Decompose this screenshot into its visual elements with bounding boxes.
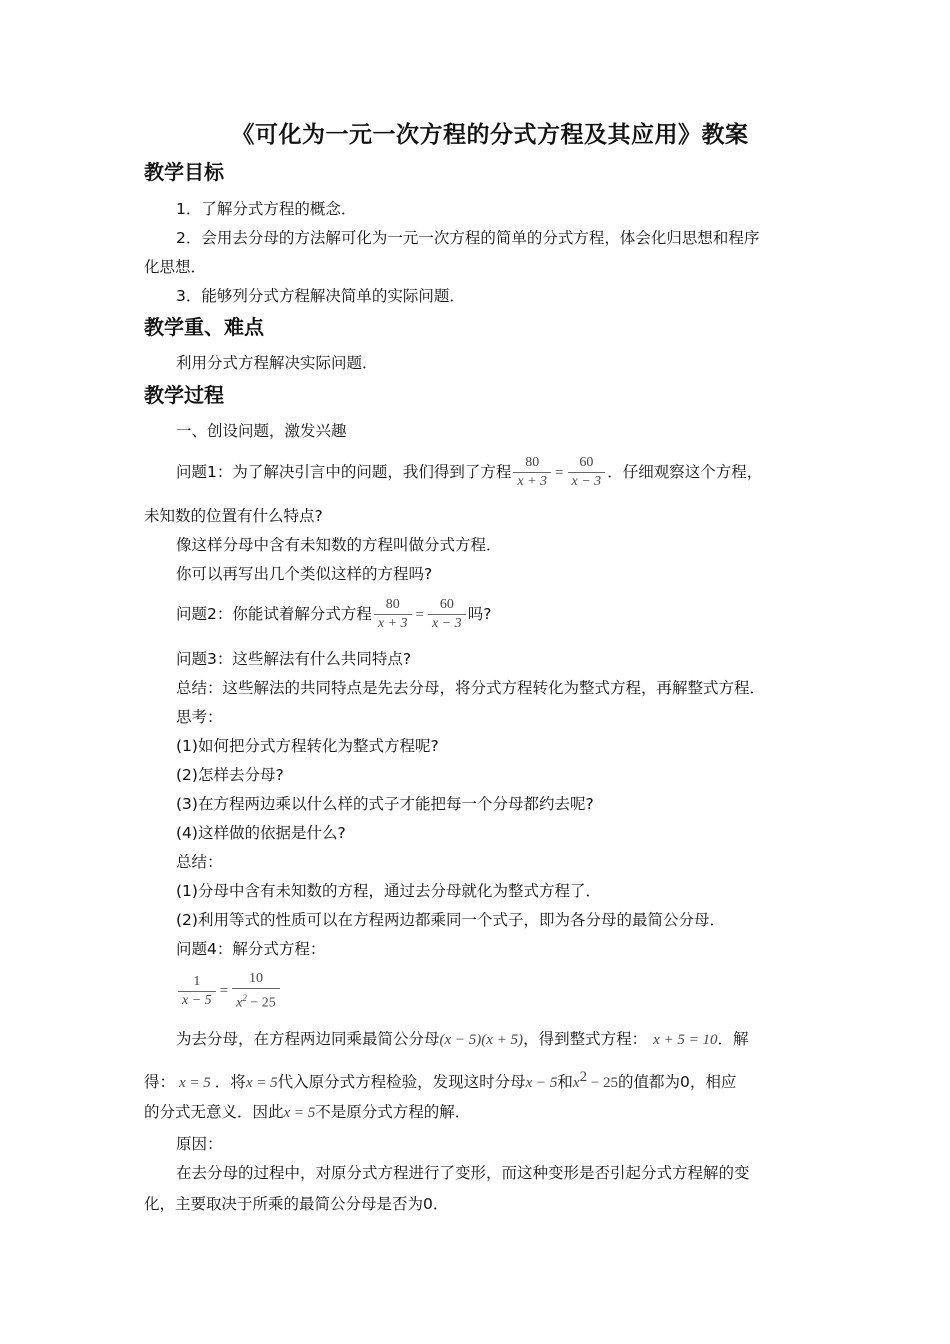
difficulty-text: 利用分式方程解决实际问题． — [176, 354, 378, 372]
reason-line-2: 化，主要取决于所乘的最简公分母是否为0． — [144, 1195, 449, 1213]
part1-heading: 一、创设问题，激发兴趣 — [176, 422, 347, 440]
think-3: (3)在方程两边乘以什么样的式子才能把每一个分母都约去呢? — [176, 795, 594, 813]
question-1: 问题1：为了解决引言中的问题，我们得到了方程 $\frac{80}{x + 3}$ = $\frac{60}{x - 3}$ ．仔细观察这个方程， — [176, 455, 763, 489]
paragraph-definition: 像这样分母中含有未知数的方程叫做分式方程． — [176, 536, 502, 554]
think-1: (1)如何把分式方程转化为整式方程呢? — [176, 737, 439, 755]
summary-2-label: 总结： — [176, 853, 223, 871]
goal-2-cont: 化思想． — [144, 258, 207, 276]
fraction-10: $\frac{10}{x^2 - 25}$ — [232, 970, 280, 1013]
think-label: 思考： — [176, 708, 223, 726]
fraction-60-b: $\frac{60}{x - 3}$ — [428, 596, 466, 633]
question-4: 问题4：解分式方程： — [176, 940, 326, 958]
question-3: 问题3：这些解法有什么共同特点? — [176, 650, 412, 668]
question-1-cont: 未知数的位置有什么特点? — [144, 507, 323, 525]
document-title: 《可化为一元一次方程的分式方程及其应用》教案 — [231, 122, 749, 148]
heading-process: 教学过程 — [144, 383, 224, 407]
solution-line-2: 得： x = 5 ．将x = 5代入原分式方程检验，发现这时分母x − 5和$x^2 - 25$的值都为0，相应 — [144, 1069, 737, 1092]
paragraph-prompt: 你可以再写出几个类似这样的方程吗? — [176, 565, 433, 583]
fraction-1: $\frac{1}{x - 5}$ — [178, 973, 216, 1010]
fraction-80: $\frac{80}{x + 3}$ — [513, 454, 551, 491]
summary-1: 总结：这些解法的共同特点是先去分母，将分式方程转化为整式方程，再解整式方程． — [176, 679, 766, 697]
heading-goals: 教学目标 — [144, 160, 224, 184]
question-2: 问题2：你能试着解分式方程 $\frac{80}{x + 3}$ = $\frac{60}{x - 3}$ 吗? — [176, 597, 492, 631]
think-2: (2)怎样去分母? — [176, 766, 284, 784]
heading-difficulty: 教学重、难点 — [144, 315, 264, 339]
solution-line-1: 为去分母，在方程两边同乘最简公分母(x − 5)(x + 5)，得到整式方程： x + 5 = 10．解 — [176, 1030, 749, 1048]
reason-label: 原因： — [176, 1135, 223, 1153]
fraction-60: $\frac{60}{x - 3}$ — [568, 454, 606, 491]
summary-2-item-2: (2)利用等式的性质可以在方程两边都乘同一个式子，即为各分母的最简公分母． — [176, 911, 725, 929]
goal-3: 3．能够列分式方程解决简单的实际问题． — [176, 287, 465, 305]
fraction-80-b: $\frac{80}{x + 3}$ — [374, 596, 412, 633]
solution-line-3: 的分式无意义．因此x = 5不是原分式方程的解． — [144, 1103, 471, 1121]
goal-2: 2．会用去分母的方法解可化为一元一次方程的简单的分式方程，体会化归思想和程序 — [176, 229, 760, 247]
equation-q4: $\frac{1}{x - 5}$ = $\frac{10}{x^2 - 25}$ — [176, 970, 282, 1013]
goal-1: 1．了解分式方程的概念． — [176, 200, 357, 218]
summary-2-item-1: (1)分母中含有未知数的方程，通过去分母就化为整式方程了． — [176, 882, 601, 900]
think-4: (4)这样做的依据是什么? — [176, 824, 346, 842]
reason-line-1: 在去分母的过程中，对原分式方程进行了变形，而这种变形是否引起分式方程解的变 — [176, 1164, 750, 1182]
